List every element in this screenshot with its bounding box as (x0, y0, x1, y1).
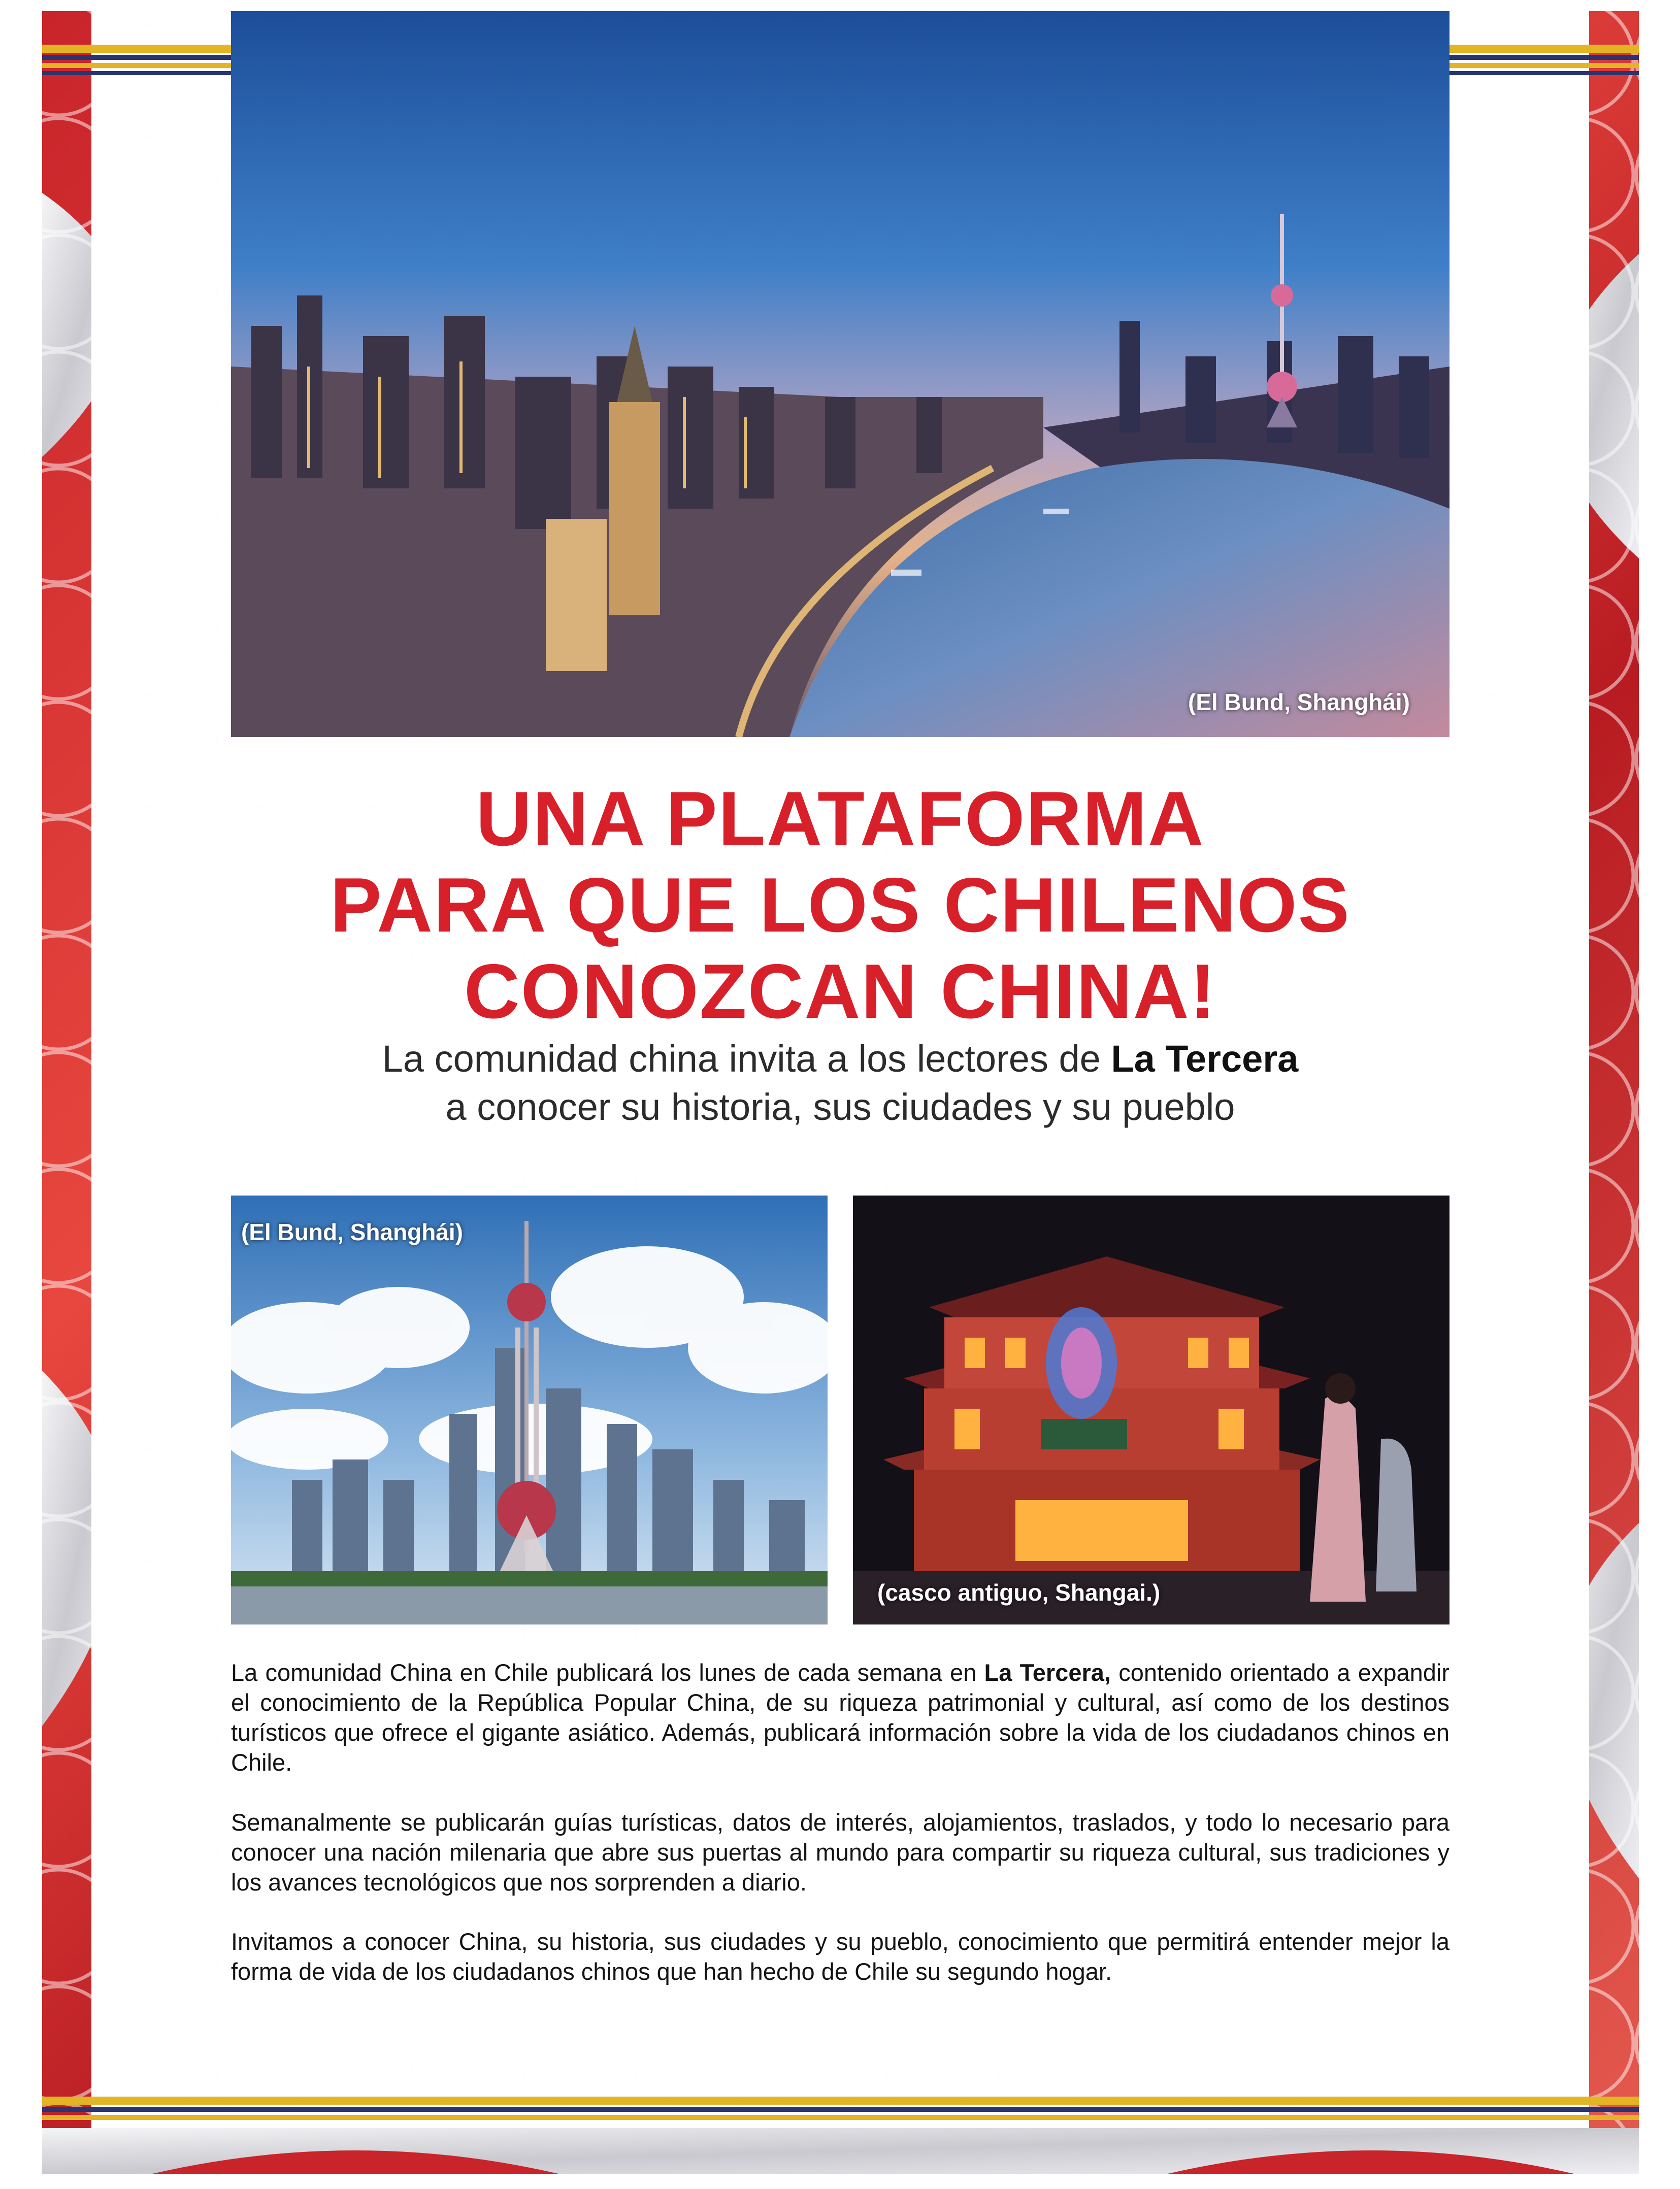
body-p1-publication: La Tercera, (984, 1659, 1111, 1686)
hero-caption: (El Bund, Shanghái) (1188, 689, 1410, 715)
subhead-publication: La Tercera (1111, 1038, 1299, 1080)
hero-photo-shanghai-bund (231, 11, 1450, 737)
headline-line-2: PARA QUE LOS CHILENOS (330, 862, 1350, 948)
body-paragraph-3: Invitamos a conocer China, su historia, sus ciudades y su pueblo, conocimiento que permitirá entender mejor la forma de vida de los ciudadanos chinos que han hecho de Chile su segundo hogar. (231, 1928, 1450, 1985)
body-paragraph-2: Semanalmente se publicarán guías turísticas, datos de interés, alojamientos, traslados, y todo lo necesario para conocer una nación milenaria que abre sus puertas al mundo para compartir su riqueza cultural, sus tradiciones y los avances tecnológicos que nos sorprenden a diario. (231, 1809, 1450, 1896)
bottom-stripe-navy (42, 2107, 1639, 2112)
photo-pudong-skyline (231, 1196, 828, 1624)
headline-line-3: CONOZCAN CHINA! (464, 948, 1217, 1035)
photo-right-caption: (casco antiguo, Shangai.) (877, 1579, 1161, 1606)
photo-left-caption: (El Bund, Shanghái) (241, 1219, 463, 1245)
body-paragraph-1 (231, 1657, 1450, 1777)
subhead-prefix: La comunidad china invita a los lectores de (382, 1038, 1111, 1080)
bottom-stripe-gold-2 (42, 2115, 1639, 2120)
headline-line-1: UNA PLATAFORMA (476, 776, 1205, 862)
subhead-line-1 (234, 1036, 1447, 1082)
body-p1-prefix: La comunidad China en Chile publicará los lunes de cada semana en (231, 1659, 984, 1686)
photo-old-town-shanghai (853, 1196, 1450, 1624)
body-p1-rest: contenido orientado a expandir el conocimiento de la República Popular China, de su riqueza patrimonial y cultural, así como de los destinos turísticos que ofrece el gigante asiático. Además, publicará información sobre la vida de los ciudadanos chinos en Chile. (231, 1659, 1450, 1776)
bottom-stripe-gold (42, 2097, 1639, 2105)
subhead-line-2: a conocer su historia, sus ciudades y su pueblo (445, 1086, 1235, 1128)
